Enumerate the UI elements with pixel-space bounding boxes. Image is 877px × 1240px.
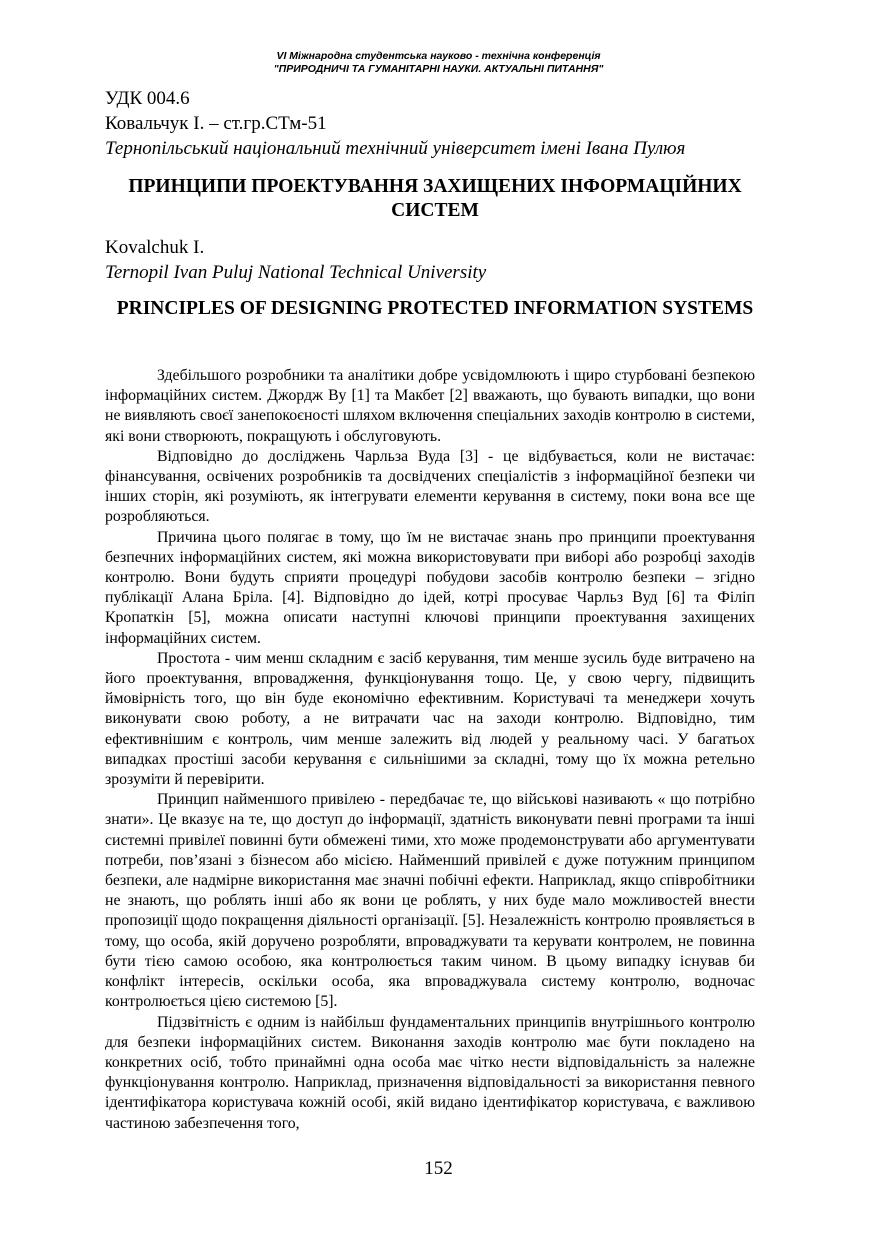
body-paragraph: Причина цього полягає в тому, що їм не вистачає знань про принципи проектування безпечних інформаційних систем, які можна використовувати при виборі або розробці заходів контролю. Вони будуть сприяти процедурі побудови засобів контролю безпеки – згідно публікації Алана Бріла. [4]. Відповідно до ідей, котрі просуває Чарльз Вуд [6] та Філіп Кропаткін [5], можна описати наступні ключові принципи проектування захищених інформаційних систем. (105, 528, 755, 647)
body-paragraph: Здебільшого розробники та аналітики добре усвідомлюють і щиро стурбовані безпекою інформаційних систем. Джордж Ву [1] та Макбет [2] вважають, що бувають випадки, що вони не виявляють своєї занепокоєності шляхом включення спеціальних заходів контролю в системи, які вони створюють, покращують і обслуговують. (105, 367, 755, 445)
body-paragraph: Відповідно до досліджень Чарльза Вуда [3] - це відбувається, коли не вистачає: фінансування, освічених розробників та досвідчених спеціалістів з інформаційної безпеки чи інших сторін, які розуміють, як інтегрувати елементи керування в систему, поки вона все ще розробляються. (105, 447, 755, 526)
body-paragraph: Принцип найменшого привілею - передбачає те, що військові називають « що потрібно знати». Це вказує на те, що доступ до інформації, здатність виконувати певні програми та інші системні привілеї повинні бути обмежені тими, хто може продемонструвати або аргументувати потреби, пов’язані з бізнесом або місією. Найменший привілей є дуже потужним принципом безпеки, але надмірне використання має значні побічні ефекти. Наприклад, якщо співробітники не знають, що роблять інші або як вони це роблять, у них буде мало можливостей внести пропозиції щодо покращення діяльності організації. [5]. Незалежність контролю проявляється в тому, що особа, якій доручено розробляти, впроваджувати та керувати контролем, не повинна бути тією самою особою, яка контролюється таким чином. В цьому випадку існував би конфлікт інтересів, оскільки особа, яка впроваджувала систему контролю, водночас контролюється цією системою [5]. (105, 791, 755, 1011)
author-ua: Ковальчук І. – ст.гр.СТм-51 (105, 113, 327, 134)
paper-meta-ua (105, 86, 765, 161)
body-paragraph: Простота - чим менш складним є засіб керування, тим менше зусиль буде витрачено на його проектування, впровадження, функціонування тощо. Це, у свою чергу, підвищить ймовірність того, що він буде економічно ефективним. Користувачі та менеджери хочуть виконувати свою роботу, а не витрачати час на заходи контролю. Відповідно, тим ефективнішим є контроль, чим менше залежить від людей у реальному часі. У багатьох випадках простіші засоби керування є сильнішими за складні, тому що їх можна ретельно зрозуміти й перевірити. (105, 649, 755, 789)
affiliation-en: Ternopil Ivan Puluj National Technical University (105, 262, 487, 283)
udk-code: УДК 004.6 (105, 88, 190, 109)
page-number: 152 (424, 1158, 453, 1179)
paper-body (105, 366, 755, 1134)
affiliation-ua: Тернопільський національний технічний університет імені Івана Пулюя (105, 138, 686, 159)
conference-header (0, 50, 877, 76)
paper-meta-en (105, 235, 765, 285)
paper-title-ua: ПРИНЦИПИ ПРОЕКТУВАННЯ ЗАХИЩЕНИХ ІНФОРМАЦІЙНИХ СИСТЕМ (128, 176, 742, 221)
author-en: Kovalchuk I. (105, 237, 205, 258)
body-paragraph: Підзвітність є одним із найбільш фундаментальних принципів внутрішнього контролю для безпеки інформаційних систем. Виконання заходів контролю має бути покладено на конкретних осіб, тобто принаймні одна особа має чітко нести відповідальність за належне функціонування контролю. Наприклад, призначення відповідальності за використання певного ідентифікатора користувача кожній особі, якій видано ідентифікатор користувача, є важливою частиною забезпечення того, (105, 1013, 755, 1132)
conference-title: VI Міжнародна студентська науково - технічна конференція (276, 50, 601, 62)
paper-title-en: PRINCIPLES OF DESIGNING PROTECTED INFORMATION SYSTEMS (116, 298, 754, 319)
conference-theme: "ПРИРОДНИЧІ ТА ГУМАНІТАРНІ НАУКИ. АКТУАЛЬНІ ПИТАННЯ" (273, 63, 604, 75)
